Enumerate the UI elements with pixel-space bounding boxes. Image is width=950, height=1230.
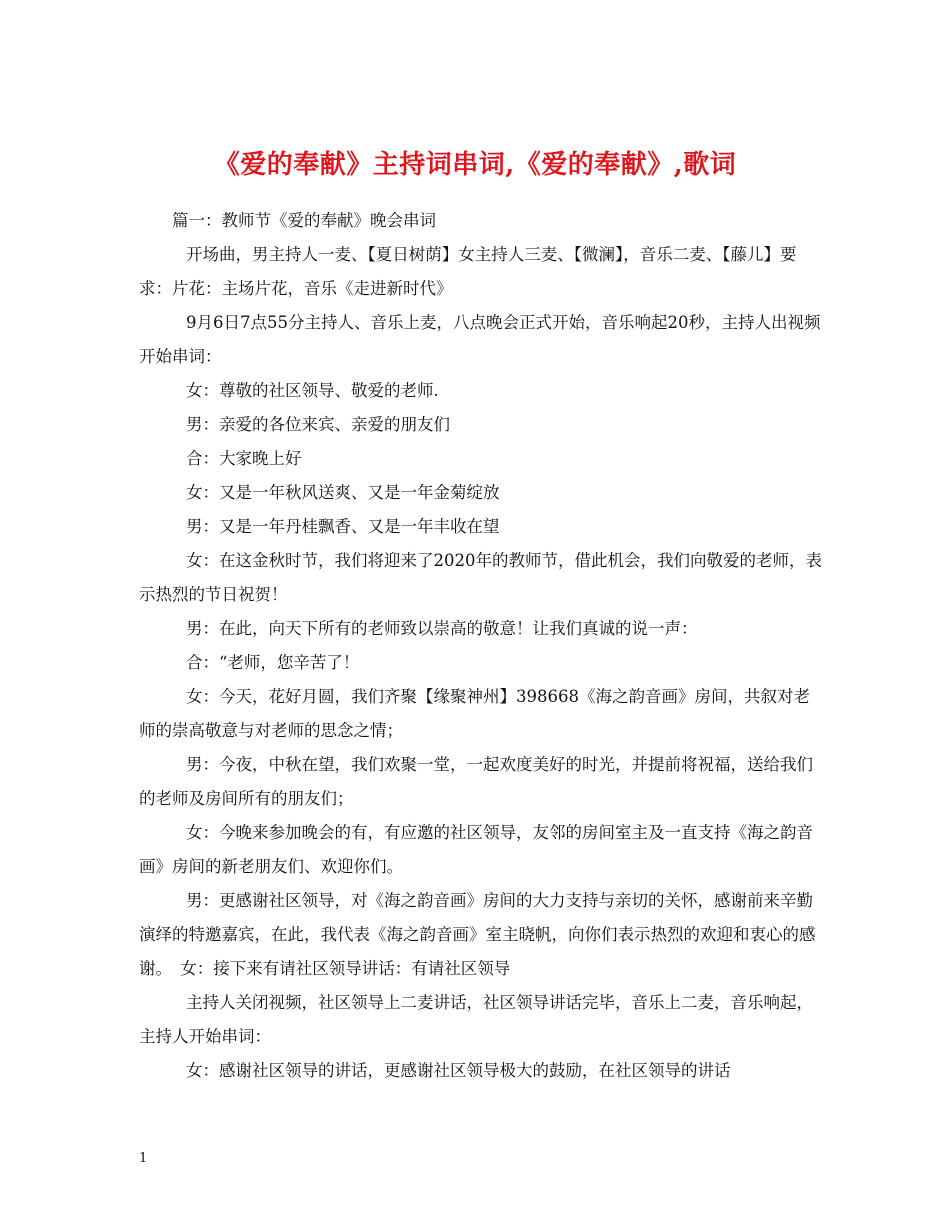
paragraph: 主持人关闭视频，社区领导上二麦讲话，社区领导讲话完毕，音乐上二麦，音乐响起，主持人开始串词： (139, 993, 813, 1046)
document-body (139, 204, 825, 1088)
paragraph: 女：在这金秋时节，我们将迎来了2020年的教师节，借此机会，我们向敬爱的老师，表示热烈的节日祝贺！ (139, 551, 822, 604)
paragraph: 合：大家晚上好 (186, 449, 302, 468)
document-title: 《爱的奉献》主持词串词,《爱的奉献》,歌词 (213, 150, 737, 181)
paragraph: 男：在此，向天下所有的老师致以崇高的敬意！让我们真诚的说一声： (186, 619, 698, 638)
paragraph: 开场曲，男主持人一麦、【夏日树荫】女主持人三麦、【微澜】，音乐二麦、【藤儿】要求：片花：主场片花，音乐《走进新时代》 (139, 245, 797, 298)
paragraph: 篇一：教师节《爱的奉献》晚会串词 (172, 211, 436, 230)
paragraph: 男：今夜，中秋在望，我们欢聚一堂，一起欢度美好的时光，并提前将祝福，送给我们的老师及房间所有的朋友们； (139, 755, 813, 808)
paragraph: 女：尊敬的社区领导、敬爱的老师. (186, 381, 439, 400)
paragraph: 合：“老师，您辛苦了！ (186, 653, 360, 672)
paragraph: 男：又是一年丹桂飘香、又是一年丰收在望 (186, 517, 500, 536)
paragraph: 9月6日7点55分主持人、音乐上麦，八点晚会正式开始，音乐响起20秒，主持人出视频开始串词： (139, 313, 821, 366)
paragraph: 女：今天，花好月圆，我们齐聚【缘聚神州】398668《海之韵音画》房间，共叙对老师的崇高敬意与对老师的思念之情； (139, 687, 810, 740)
paragraph: 女：今晚来参加晚会的有，有应邀的社区领导，友邻的房间室主及一直支持《海之韵音画》房间的新老朋友们、欢迎你们。 (139, 823, 813, 876)
paragraph: 女：又是一年秋风送爽、又是一年金菊绽放 (186, 483, 500, 502)
page-number: 1 (139, 1151, 148, 1166)
paragraph: 男：更感谢社区领导，对《海之韵音画》房间的大力支持与亲切的关怀，感谢前来辛勤演绎的特邀嘉宾，在此，我代表《海之韵音画》室主晓帆，向你们表示热烈的欢迎和衷心的感谢。 女：接下来有请社区领导讲话：有请社区领导 (139, 891, 816, 978)
paragraph: 男：亲爱的各位来宾、亲爱的朋友们 (186, 415, 450, 434)
paragraph: 女：感谢社区领导的讲话，更感谢社区领导极大的鼓励，在社区领导的讲话 (186, 1061, 731, 1080)
